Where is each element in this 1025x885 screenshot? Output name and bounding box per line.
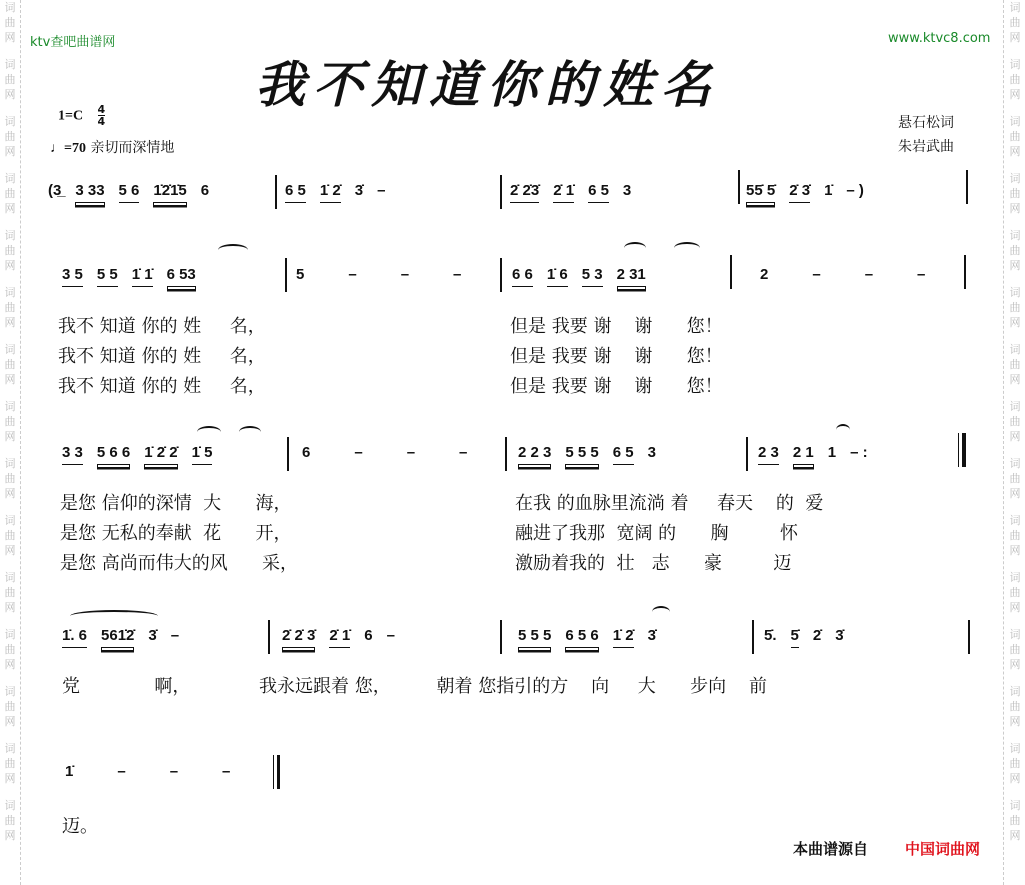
watermark-char: 网 xyxy=(4,145,16,158)
note-group: 3̇ xyxy=(835,627,844,644)
measure xyxy=(62,444,226,465)
watermark-char: 词 xyxy=(1009,514,1021,527)
note-group: 5 5 5 xyxy=(518,627,551,648)
note-group: 1̇ 1̇ xyxy=(132,266,153,287)
slur xyxy=(652,606,670,618)
note-group: 3 3 xyxy=(62,444,83,465)
watermark-char: 词 xyxy=(4,628,16,641)
note-group: – xyxy=(169,763,179,780)
watermark-char: 网 xyxy=(4,430,16,443)
watermark-char: 曲 xyxy=(4,73,16,86)
composer: 朱岩武曲 xyxy=(898,139,954,155)
watermark-char: 曲 xyxy=(1009,187,1021,200)
watermark-char: 词 xyxy=(1009,286,1021,299)
watermark-char: 网 xyxy=(1009,88,1021,101)
watermark-char: 曲 xyxy=(4,757,16,770)
expression: 亲切而深情地 xyxy=(90,140,175,156)
measure xyxy=(302,444,511,464)
note-group: 5 3 xyxy=(582,266,603,287)
watermark-char: 曲 xyxy=(1009,130,1021,143)
watermark-char: 曲 xyxy=(1009,643,1021,656)
source-label: 本曲谱源自 xyxy=(793,840,869,858)
note-group: – xyxy=(864,266,874,283)
note-group: 1̇ 2̇ xyxy=(320,182,341,203)
note-group: – xyxy=(170,627,180,644)
note-group: – xyxy=(222,763,231,780)
source-site-link[interactable]: 中国词曲网 xyxy=(905,840,981,858)
note-group: 2 2 3 xyxy=(518,444,551,465)
watermark-char: 词 xyxy=(4,286,16,299)
watermark-char: 词 xyxy=(4,742,16,755)
note-group: 6 xyxy=(364,627,373,644)
watermark-char: 曲 xyxy=(1009,244,1021,257)
measure xyxy=(764,627,858,648)
song-title: 我不知道你的姓名 xyxy=(255,55,719,114)
lyric-line: 我不 知道 你的 姓 名， xyxy=(58,346,266,367)
note-group: 5 5 xyxy=(97,266,118,287)
note-group: 55̇ 5̇ xyxy=(746,182,775,203)
watermark-char: 曲 xyxy=(4,415,16,428)
note-group: 3 xyxy=(622,182,632,199)
measure xyxy=(512,266,660,287)
watermark-char: 网 xyxy=(1009,259,1021,272)
measure xyxy=(758,444,882,465)
note-group: 3̇ xyxy=(354,182,364,199)
note-group: – xyxy=(406,444,416,461)
key: 1=C xyxy=(58,108,84,124)
measure xyxy=(62,266,210,287)
watermark-char: 词 xyxy=(4,400,16,413)
measure xyxy=(510,182,645,203)
note-group: – ) xyxy=(846,182,864,199)
bar-line xyxy=(964,255,966,289)
watermark-char: 曲 xyxy=(1009,415,1021,428)
watermark-char: 网 xyxy=(1009,829,1021,842)
lyric-line: 在我 的血脉里流淌 着 春天 的 爱 xyxy=(515,493,824,514)
note-group: 6 xyxy=(302,444,311,461)
watermark-char: 网 xyxy=(4,772,16,785)
slur xyxy=(70,610,158,622)
bar-line xyxy=(738,170,740,204)
watermark-char: 网 xyxy=(4,487,16,500)
watermark-char: 网 xyxy=(4,829,16,842)
divider-left xyxy=(20,0,21,885)
note-group: 1 xyxy=(827,444,837,461)
end-repeat-bar xyxy=(962,433,966,467)
note-group: 6 6 xyxy=(512,266,533,287)
note-group: 6 5 6 xyxy=(565,627,598,648)
note-group: 1̇ xyxy=(65,763,74,780)
note-group: – xyxy=(453,266,462,283)
watermark-char: 曲 xyxy=(1009,757,1021,770)
bar-line xyxy=(275,175,277,209)
watermark-char: 词 xyxy=(1009,685,1021,698)
watermark-char: 网 xyxy=(4,88,16,101)
note-group: 1̇ 2̇ xyxy=(613,627,634,648)
note-group: 3̇ xyxy=(148,627,157,644)
watermark-char: 曲 xyxy=(4,244,16,257)
lyric-line: 我不 知道 你的 姓 名， xyxy=(58,316,266,337)
watermark-char: 网 xyxy=(1009,487,1021,500)
note-group: 2̇ 3̇ xyxy=(789,182,810,203)
watermark-char: 曲 xyxy=(4,529,16,542)
note-group: 6 5 xyxy=(588,182,609,203)
note-group: 1̇ 5 xyxy=(192,444,213,465)
lyricist: 悬石松词 xyxy=(898,115,954,131)
note-group: 6 5 xyxy=(285,182,306,203)
tempo: ♩=70 亲切而深情地 xyxy=(50,140,175,156)
bar-line xyxy=(752,620,754,654)
watermark-char: 网 xyxy=(1009,658,1021,671)
note-group: – xyxy=(377,182,386,199)
watermark-char: 网 xyxy=(1009,202,1021,215)
bar-line xyxy=(500,175,502,209)
watermark-char: 曲 xyxy=(4,130,16,143)
watermark-char: 曲 xyxy=(4,814,16,827)
note-group: – xyxy=(348,266,357,283)
note-group: 2 3 xyxy=(758,444,779,465)
note-group: 1̇2̇1̇5 xyxy=(153,182,186,203)
watermark-char: 网 xyxy=(4,259,16,272)
note-group: 6 5 xyxy=(613,444,634,465)
bar-line xyxy=(500,620,502,654)
note-group: – xyxy=(459,444,468,461)
watermark-char: 网 xyxy=(4,316,16,329)
watermark-char: 词 xyxy=(1009,457,1021,470)
final-bar xyxy=(277,755,280,789)
watermark-char: 词 xyxy=(4,514,16,527)
note-group: 2̇ xyxy=(812,627,822,644)
watermark-left xyxy=(2,0,18,855)
lyric-line: 但是 我要 谢 谢 您！ xyxy=(510,376,723,397)
lyric-line: 融进了我那 宽阔 的 胸 怀 xyxy=(515,523,798,544)
note-group: 5̇. xyxy=(764,627,777,644)
measure xyxy=(62,627,193,648)
lyric-line: 是您 无私的奉献 花 开， xyxy=(60,523,292,544)
lyric-line: 激励着我的 壮 志 豪 迈 xyxy=(515,553,792,574)
note-group: 3̇ xyxy=(647,627,656,644)
watermark-char: 词 xyxy=(4,457,16,470)
note-group: 3 5 xyxy=(62,266,83,287)
divider-right xyxy=(1003,0,1004,885)
slur xyxy=(197,426,221,438)
note-group: 2̇ 1̇ xyxy=(329,627,350,648)
watermark-char: 词 xyxy=(1009,628,1021,641)
lyric-line: 是您 信仰的深情 大 海， xyxy=(60,493,292,514)
note-group: 561̇2̇ xyxy=(101,627,134,648)
watermark-char: 网 xyxy=(4,31,16,44)
measure xyxy=(518,627,670,648)
note-group: 5̇ xyxy=(791,627,799,648)
slur xyxy=(218,244,248,256)
bar-line xyxy=(505,437,507,471)
measure xyxy=(285,182,399,203)
watermark-char: 词 xyxy=(4,115,16,128)
measure xyxy=(282,627,409,648)
watermark-char: 词 xyxy=(1009,229,1021,242)
end-repeat-bar xyxy=(958,433,959,467)
slur xyxy=(674,242,700,254)
slur xyxy=(836,424,850,436)
watermark-right xyxy=(1007,0,1023,855)
lyric-line: 我不 知道 你的 姓 名， xyxy=(58,376,266,397)
watermark-char: 曲 xyxy=(4,586,16,599)
key-signature xyxy=(58,104,105,127)
note-group: 5 xyxy=(296,266,305,283)
watermark-char: 曲 xyxy=(1009,814,1021,827)
watermark-char: 曲 xyxy=(4,301,16,314)
watermark-char: 曲 xyxy=(1009,586,1021,599)
bar-line xyxy=(966,170,968,204)
watermark-char: 网 xyxy=(4,658,16,671)
note-group: 6 xyxy=(200,182,210,199)
note-group: – : xyxy=(850,444,868,461)
measure xyxy=(518,444,670,465)
watermark-char: 曲 xyxy=(1009,700,1021,713)
watermark-char: 词 xyxy=(4,1,16,14)
watermark-char: 词 xyxy=(1009,799,1021,812)
watermark-char: 网 xyxy=(4,373,16,386)
note-group: – xyxy=(917,266,926,283)
measure xyxy=(746,182,878,203)
lyric-line: 是您 高尚而伟大的风 采， xyxy=(60,553,299,574)
watermark-char: 网 xyxy=(1009,373,1021,386)
lyric-line: 但是 我要 谢 谢 您！ xyxy=(510,316,723,337)
note-group: 1̇. 6 xyxy=(62,627,87,648)
lyric-line: 迈。 xyxy=(62,816,98,837)
note-group: – xyxy=(386,627,395,644)
note-group: 2̇ 2̇3̇ xyxy=(510,182,539,203)
note-group: 3 33 xyxy=(75,182,104,203)
watermark-char: 曲 xyxy=(4,358,16,371)
bar-line xyxy=(968,620,970,654)
watermark-char: 曲 xyxy=(4,472,16,485)
watermark-char: 词 xyxy=(4,685,16,698)
final-bar xyxy=(273,755,274,789)
watermark-char: 曲 xyxy=(4,187,16,200)
note-group: 6 53 xyxy=(167,266,196,287)
note-group: 2̇ 2̇ 3̇ xyxy=(282,627,315,648)
watermark-char: 词 xyxy=(1009,343,1021,356)
watermark-char: 词 xyxy=(4,571,16,584)
watermark-char: 网 xyxy=(1009,31,1021,44)
bar-line xyxy=(730,255,732,289)
watermark-char: 曲 xyxy=(1009,472,1021,485)
measure xyxy=(65,763,274,783)
slur xyxy=(624,242,646,254)
measure xyxy=(48,182,223,203)
watermark-char: 曲 xyxy=(1009,16,1021,29)
measure xyxy=(296,266,505,286)
watermark-char: 网 xyxy=(1009,715,1021,728)
measure xyxy=(760,266,969,286)
note-group: 1̇ 2̇ 2̇ xyxy=(144,444,177,465)
note-group: 3 xyxy=(647,444,656,461)
watermark-char: 网 xyxy=(4,202,16,215)
watermark-char: 曲 xyxy=(4,643,16,656)
watermark-char: 网 xyxy=(1009,316,1021,329)
watermark-char: 网 xyxy=(1009,145,1021,158)
watermark-char: 曲 xyxy=(1009,529,1021,542)
slur xyxy=(239,426,261,438)
watermark-char: 网 xyxy=(4,601,16,614)
note-group: 2̇ 1̇ xyxy=(553,182,574,203)
note-group: – xyxy=(400,266,410,283)
lyric-line: 党 啊， 我永远跟着 您， 朝着 您指引的方 向 大 步向 前 xyxy=(62,676,767,697)
watermark-char: 词 xyxy=(4,799,16,812)
watermark-char: 曲 xyxy=(1009,358,1021,371)
watermark-char: 词 xyxy=(4,229,16,242)
watermark-char: 网 xyxy=(4,544,16,557)
bar-line xyxy=(500,258,502,292)
watermark-char: 曲 xyxy=(4,700,16,713)
note-group: 2 31 xyxy=(617,266,646,287)
watermark-char: 网 xyxy=(1009,544,1021,557)
watermark-char: 网 xyxy=(1009,772,1021,785)
time-signature: $\frac{4}{4}$ xyxy=(97,103,106,128)
watermark-char: 网 xyxy=(4,715,16,728)
watermark-char: 词 xyxy=(1009,1,1021,14)
watermark-char: 词 xyxy=(1009,58,1021,71)
watermark-char: 曲 xyxy=(1009,301,1021,314)
watermark-char: 词 xyxy=(1009,571,1021,584)
watermark-char: 词 xyxy=(1009,742,1021,755)
note-group: (3̲ xyxy=(48,182,62,199)
watermark-char: 网 xyxy=(1009,601,1021,614)
note-group: 2 1 xyxy=(793,444,814,465)
watermark-char: 网 xyxy=(1009,430,1021,443)
watermark-char: 词 xyxy=(1009,115,1021,128)
watermark-char: 词 xyxy=(4,172,16,185)
note-group: 1̇ xyxy=(824,182,833,199)
watermark-char: 词 xyxy=(4,58,16,71)
note-group: 1̇ 6 xyxy=(547,266,568,287)
watermark-char: 曲 xyxy=(1009,73,1021,86)
note-group: – xyxy=(354,444,363,461)
bar-line xyxy=(268,620,270,654)
bar-line xyxy=(746,437,748,471)
note-group: 5 6 xyxy=(119,182,140,203)
note-group: 5 5 5 xyxy=(565,444,598,465)
watermark-char: 词 xyxy=(1009,172,1021,185)
watermark-char: 曲 xyxy=(4,16,16,29)
site-name-left[interactable]: ktv查吧曲谱网 xyxy=(30,35,116,50)
note-group: 2 xyxy=(760,266,769,283)
note-group: – xyxy=(117,763,126,780)
lyric-line: 但是 我要 谢 谢 您！ xyxy=(510,346,723,367)
watermark-char: 词 xyxy=(4,343,16,356)
site-url-right[interactable]: www.ktvc8.com xyxy=(888,31,991,46)
note-group: 5 6 6 xyxy=(97,444,130,465)
bar-line xyxy=(285,258,287,292)
bar-line xyxy=(287,437,289,471)
note-group: – xyxy=(812,266,821,283)
watermark-char: 词 xyxy=(1009,400,1021,413)
